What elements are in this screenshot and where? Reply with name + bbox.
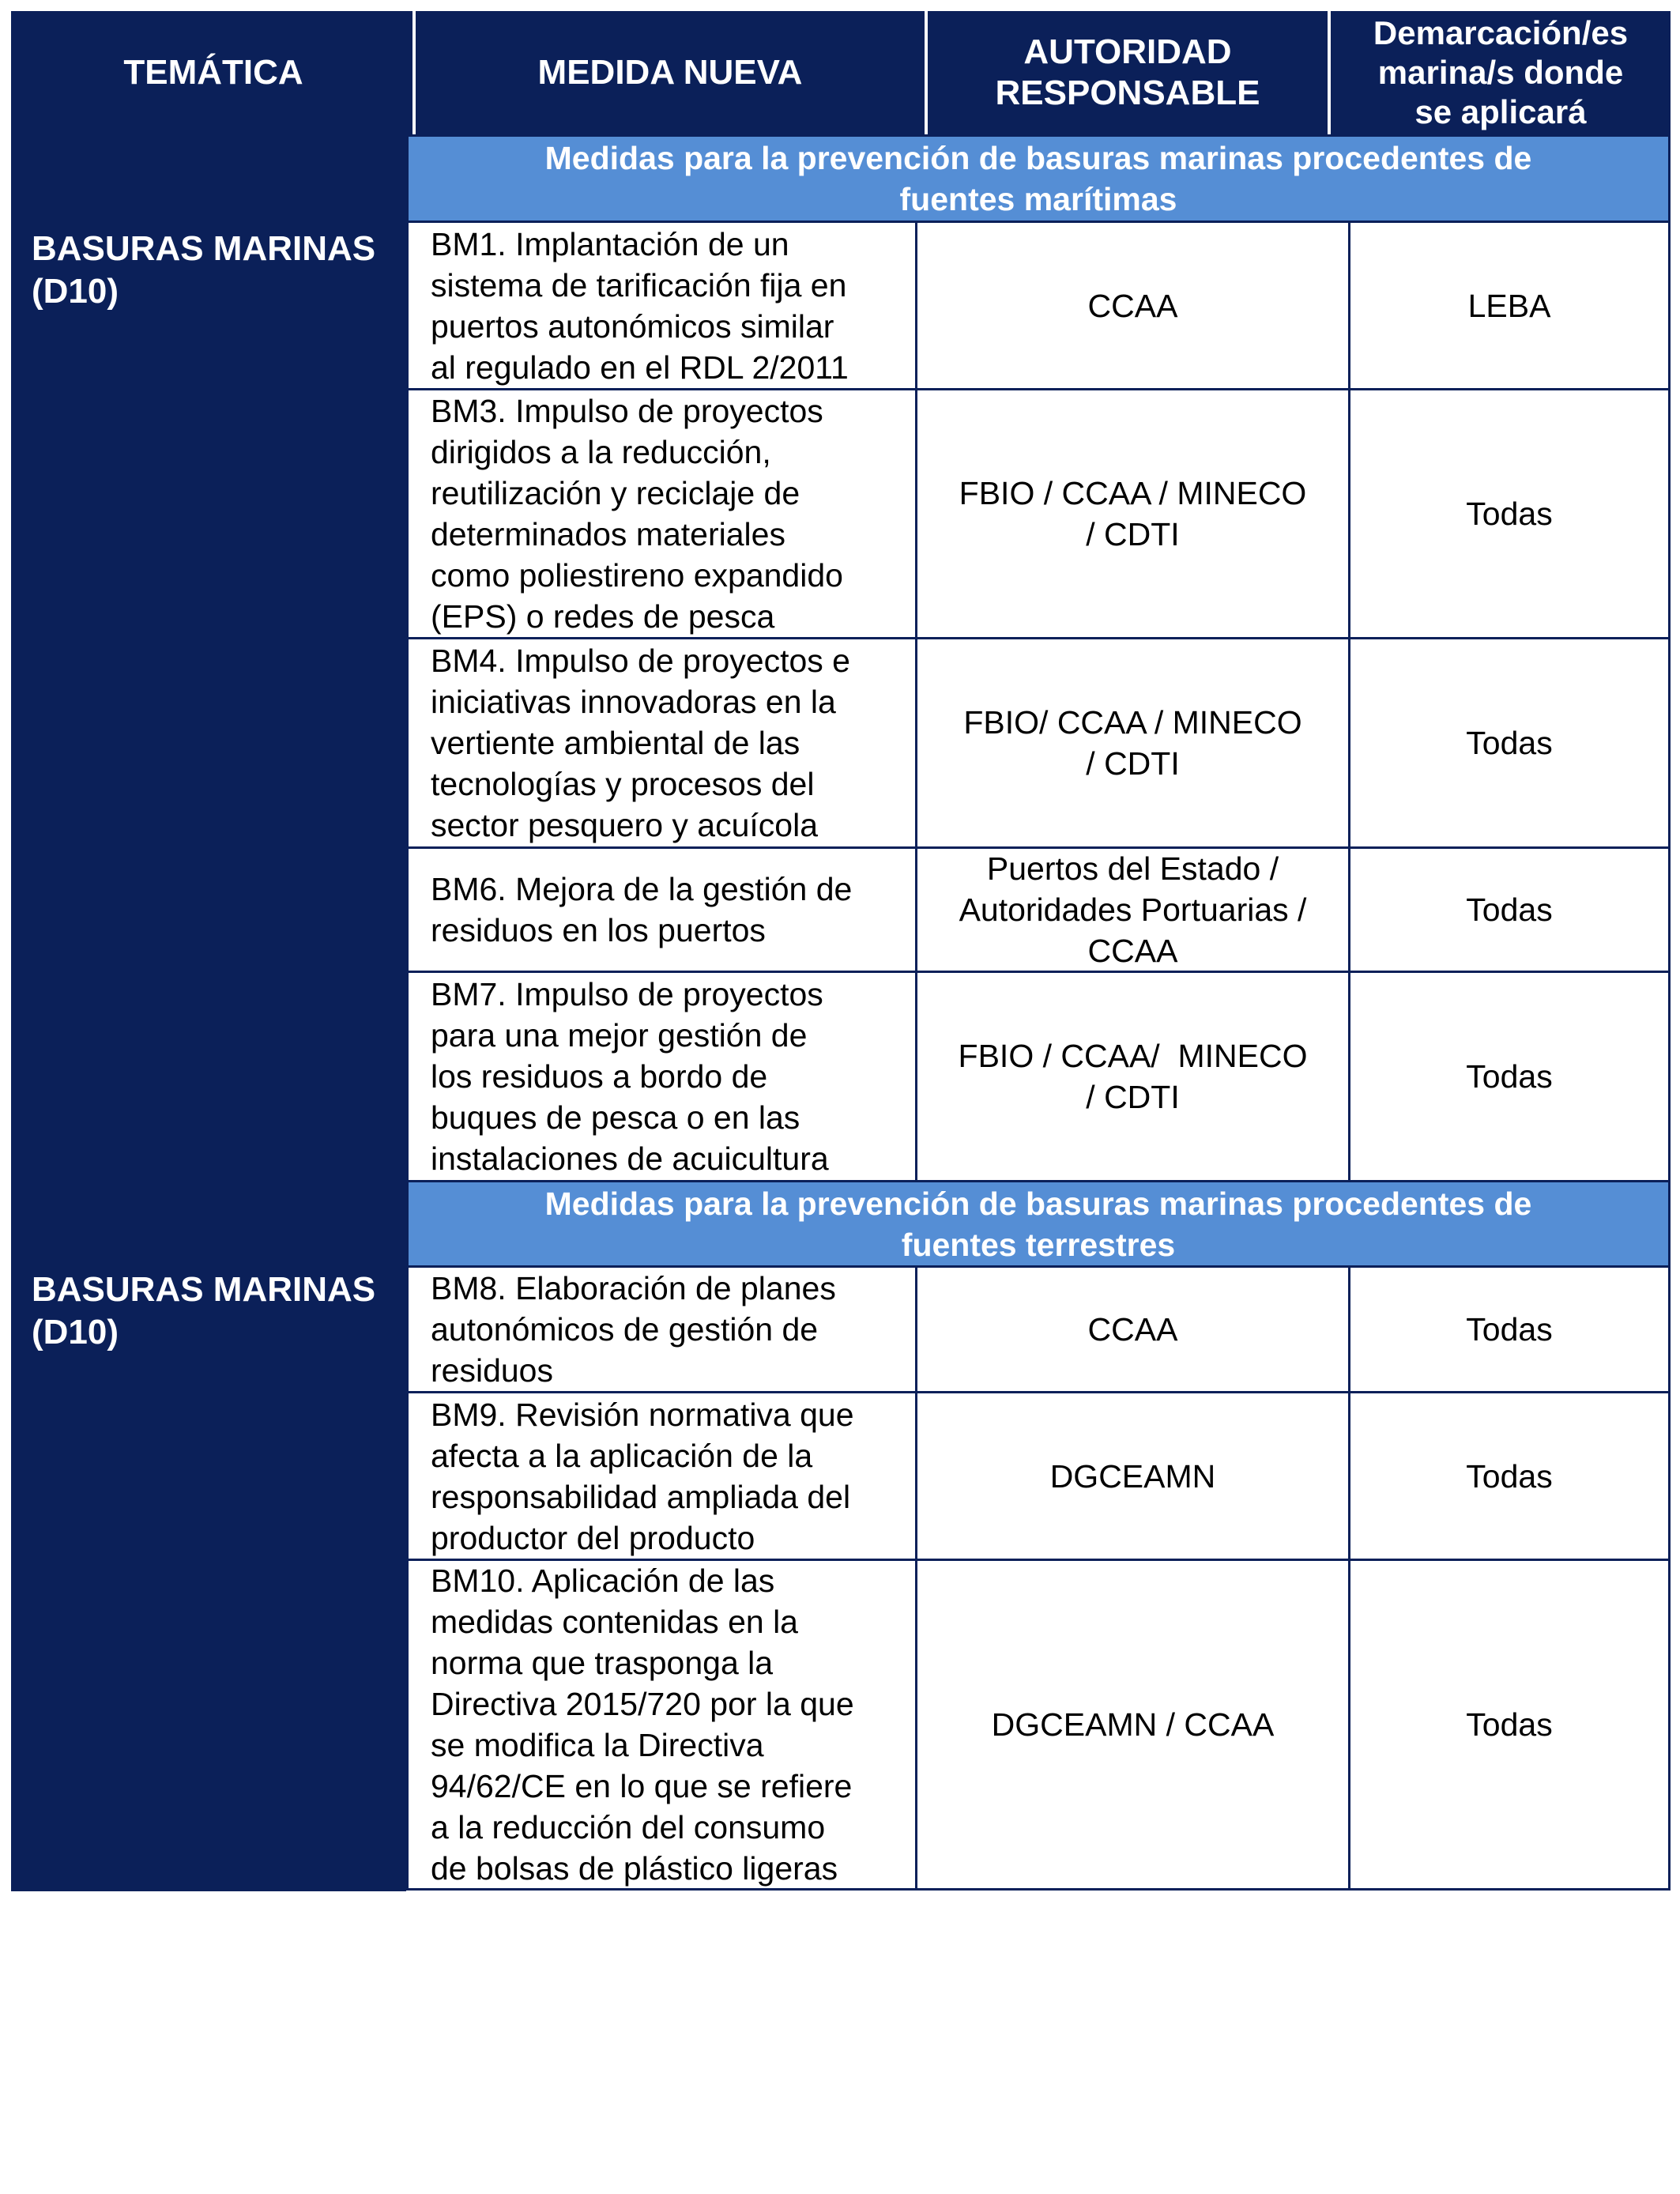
header-demarcacion-line: Demarcación/es: [1373, 14, 1629, 51]
autoridad-line: Puertos del Estado /: [986, 850, 1279, 887]
header-autoridad: [928, 11, 1328, 134]
tematica-cell: [11, 1180, 406, 1891]
medida-cell: [406, 1559, 917, 1891]
demarcacion-cell: [1348, 846, 1671, 973]
subheader-line: fuentes marítimas: [899, 181, 1177, 217]
autoridad-cell: [915, 1391, 1350, 1561]
medida-line: instalaciones de acuicultura: [431, 1140, 829, 1177]
subheader-band: [406, 1180, 1671, 1268]
autoridad-cell: [915, 846, 1350, 973]
subheader-band: [406, 134, 1671, 223]
demarcacion-cell: [1348, 971, 1671, 1182]
medida-line: productor del producto: [431, 1519, 755, 1556]
autoridad-line: CCAA: [1087, 933, 1178, 969]
medida-line: buques de pesca o en las: [431, 1099, 800, 1136]
demarcacion-cell: [1348, 388, 1671, 639]
tematica-line: BASURAS MARINAS: [32, 1270, 376, 1309]
demarcacion-value: Todas: [1466, 725, 1553, 761]
autoridad-line: DGCEAMN / CCAA: [991, 1706, 1275, 1743]
medida-cell: [406, 1265, 917, 1393]
tematica-line: (D10): [32, 1313, 119, 1351]
autoridad-line: / CDTI: [1086, 745, 1180, 782]
demarcacion-cell: [1348, 1265, 1671, 1393]
header-demarcacion: [1331, 11, 1671, 134]
autoridad-line: CCAA: [1087, 1311, 1178, 1348]
medida-line: BM9. Revisión normativa que: [431, 1396, 854, 1433]
autoridad-cell: [915, 637, 1350, 849]
medida-line: sistema de tarificación fija en: [431, 266, 847, 303]
demarcacion-cell: [1348, 1391, 1671, 1561]
table-bottom-border: [11, 1888, 1671, 1891]
medida-line: (EPS) o redes de pesca: [431, 598, 775, 635]
header-tematica: [11, 11, 416, 134]
autoridad-line: FBIO / CCAA/ MINECO: [958, 1038, 1308, 1074]
medida-line: BM3. Impulso de proyectos: [431, 393, 823, 429]
medida-line: los residuos a bordo de: [431, 1058, 768, 1095]
demarcacion-cell: [1348, 221, 1671, 390]
medida-line: 94/62/CE en lo que se refiere: [431, 1768, 853, 1804]
autoridad-line: / CDTI: [1086, 516, 1180, 552]
autoridad-line: CCAA: [1087, 287, 1178, 324]
medida-cell: [406, 388, 917, 639]
autoridad-line: FBIO / CCAA / MINECO: [959, 475, 1307, 511]
autoridad-line: Autoridades Portuarias /: [959, 892, 1307, 928]
header-demarcacion-line: marina/s donde: [1377, 54, 1624, 91]
autoridad-cell: [915, 388, 1350, 639]
medida-line: BM10. Aplicación de las: [431, 1563, 775, 1599]
autoridad-cell: [915, 221, 1350, 390]
demarcacion-value: Todas: [1466, 1058, 1553, 1095]
medida-line: dirigidos a la reducción,: [431, 434, 771, 470]
medida-cell: [406, 971, 917, 1182]
medida-line: BM8. Elaboración de planes: [431, 1270, 836, 1306]
medida-line: vertiente ambiental de las: [431, 725, 800, 761]
medida-line: sector pesquero y acuícola: [431, 807, 818, 843]
autoridad-line: FBIO/ CCAA / MINECO: [963, 704, 1302, 741]
medida-line: afecta a la aplicación de la: [431, 1437, 813, 1474]
medida-line: determinados materiales: [431, 516, 785, 552]
header-demarcacion-line: se aplicará: [1414, 93, 1587, 130]
medida-line: reutilización y reciclaje de: [431, 475, 800, 511]
tematica-cell: [11, 134, 406, 1182]
autoridad-cell: [915, 1265, 1350, 1393]
medida-cell: [406, 1391, 917, 1561]
medida-line: para una mejor gestión de: [431, 1017, 808, 1054]
medida-line: residuos en los puertos: [431, 912, 766, 948]
subheader-line: Medidas para la prevención de basuras marinas procedentes de: [544, 1185, 1532, 1222]
demarcacion-value: Todas: [1466, 1311, 1553, 1348]
header-tematica-label: TEMÁTICA: [123, 53, 303, 92]
autoridad-cell: [915, 1559, 1350, 1891]
medida-line: se modifica la Directiva: [431, 1727, 764, 1763]
medida-line: BM6. Mejora de la gestión de: [431, 871, 853, 907]
medida-line: iniciativas innovadoras en la: [431, 684, 836, 720]
header-autoridad-line: RESPONSABLE: [995, 74, 1260, 112]
medida-cell: [406, 846, 917, 973]
medida-line: BM1. Implantación de un: [431, 225, 789, 262]
demarcacion-cell: [1348, 1559, 1671, 1891]
subheader-line: Medidas para la prevención de basuras marinas procedentes de: [544, 140, 1532, 176]
autoridad-cell: [915, 971, 1350, 1182]
demarcacion-cell: [1348, 637, 1671, 849]
medida-line: BM4. Impulso de proyectos e: [431, 643, 850, 679]
medida-line: norma que trasponga la: [431, 1645, 774, 1681]
subheader-line: fuentes terrestres: [901, 1226, 1176, 1263]
medida-line: Directiva 2015/720 por la que: [431, 1686, 854, 1722]
demarcacion-value: Todas: [1466, 496, 1553, 532]
medida-line: tecnologías y procesos del: [431, 766, 815, 802]
header-autoridad-line: AUTORIDAD: [1023, 32, 1232, 71]
autoridad-line: DGCEAMN: [1049, 1457, 1216, 1495]
medida-line: al regulado en el RDL 2/2011: [431, 349, 849, 386]
medida-line: autonómicos de gestión de: [431, 1311, 819, 1348]
medida-line: residuos: [431, 1352, 553, 1389]
demarcacion-value: LEBA: [1467, 287, 1551, 324]
tematica-line: (D10): [32, 272, 119, 311]
demarcacion-value: Todas: [1466, 892, 1553, 928]
medida-cell: [406, 637, 917, 849]
medida-line: a la reducción del consumo: [431, 1809, 826, 1845]
medida-line: puertos autonómicos similar: [431, 307, 834, 345]
medida-line: responsabilidad ampliada del: [431, 1478, 851, 1515]
demarcacion-value: Todas: [1466, 1706, 1553, 1743]
demarcacion-value: Todas: [1466, 1457, 1553, 1495]
medida-line: de bolsas de plástico ligeras: [431, 1850, 838, 1887]
autoridad-line: / CDTI: [1086, 1079, 1180, 1115]
header-medida: [416, 11, 925, 134]
medida-cell: [406, 221, 917, 390]
medida-line: medidas contenidas en la: [431, 1604, 798, 1640]
header-medida-label: MEDIDA NUEVA: [537, 53, 803, 92]
medida-line: como poliestireno expandido: [431, 557, 843, 594]
medida-line: BM7. Impulso de proyectos: [431, 976, 823, 1012]
tematica-line: BASURAS MARINAS: [32, 229, 376, 268]
